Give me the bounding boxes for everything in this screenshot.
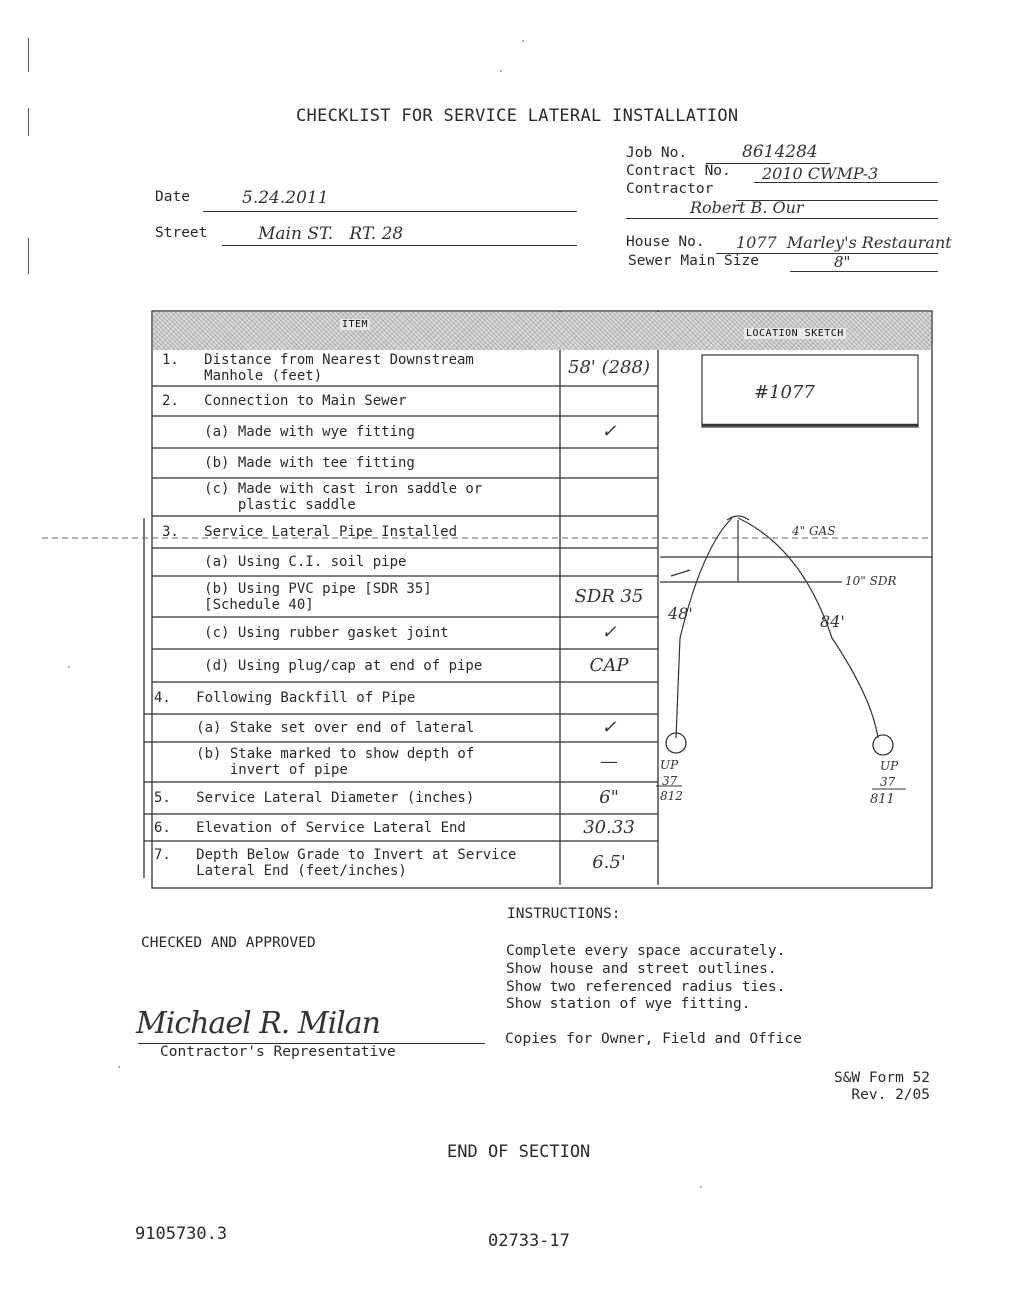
instruction-line: Show station of wye fitting.	[506, 996, 751, 1012]
table-row-value: ✓	[601, 717, 617, 738]
job-no-label: Job No.	[626, 145, 688, 161]
table-row-label: (b) Stake marked to show depth of invert of pipe	[196, 746, 475, 778]
table-row-label: (a) Made with wye fitting	[162, 424, 415, 440]
contractor-value: Robert B. Our	[690, 198, 804, 217]
sewer-main-size-line	[790, 271, 938, 272]
date-value: 5.24.2011	[242, 188, 329, 208]
sketch-sdr-label: 10" SDR	[845, 574, 897, 588]
margin-mark	[28, 108, 29, 136]
scan-speck	[500, 70, 502, 72]
street-line	[222, 245, 577, 246]
table-row-label: (b) Using PVC pipe [SDR 35] [Schedule 40]	[204, 580, 432, 613]
contractor-line-2	[626, 218, 938, 219]
form-rev: Rev. 2/05	[851, 1087, 930, 1103]
date-line	[203, 211, 577, 212]
margin-mark	[28, 238, 29, 274]
right-pole-line1: UP	[880, 759, 899, 773]
scan-speck	[68, 666, 70, 668]
doc-id: 9105730.3	[135, 1224, 228, 1244]
right-pole-circle	[873, 735, 893, 755]
sketch-house-label: #1077	[754, 382, 815, 403]
sewer-main-size-value: 8"	[834, 253, 851, 271]
instructions-heading: INSTRUCTIONS:	[507, 906, 621, 922]
table-row-label: 1. Distance from Nearest Downstream Manhole (feet)	[162, 352, 474, 384]
page-number: 02733-17	[488, 1231, 570, 1251]
end-of-section: END OF SECTION	[447, 1142, 591, 1162]
right-pole-line3: 811	[870, 792, 895, 807]
contractor-label: Contractor	[626, 181, 714, 197]
table-row-label: 6. Elevation of Service Lateral End	[154, 819, 466, 836]
left-tie-line	[676, 518, 732, 738]
sketch-right-tie: 84'	[820, 612, 845, 631]
right-pole-line2: 37	[880, 775, 896, 789]
item-header: ITEM	[342, 319, 369, 330]
table-row-value: SDR 35	[574, 585, 644, 607]
table-row-label: (a) Using C.I. soil pipe	[162, 554, 407, 570]
date-label: Date	[155, 189, 190, 205]
table-row-label: 7. Depth Below Grade to Invert at Service Lateral End (feet/inches)	[154, 847, 517, 879]
contractor-rep-label: Contractor's Representative	[160, 1044, 396, 1060]
table-row-value: —	[600, 751, 618, 772]
table-row-value: CAP	[589, 654, 629, 676]
table-row-label: (a) Stake set over end of lateral	[154, 720, 475, 736]
contract-no-value: 2010 CWMP-3	[762, 164, 879, 183]
sketch-gas-label: 4" GAS	[792, 524, 836, 538]
sewer-arrow	[671, 570, 690, 576]
street-value: Main ST. RT. 28	[258, 224, 404, 244]
job-no-value: 8614284	[742, 142, 818, 162]
table-row-value: 58' (288)	[568, 357, 650, 378]
table-row-label: 5. Service Lateral Diameter (inches)	[154, 790, 475, 806]
table-row-label: 2. Connection to Main Sewer	[162, 393, 407, 409]
table-row-label: (d) Using plug/cap at end of pipe	[162, 657, 483, 674]
instruction-line: Show two referenced radius ties.	[506, 979, 786, 995]
table-row-label: (c) Made with cast iron saddle or plastic saddle	[204, 481, 483, 513]
signature: Michael R. Milan	[136, 1006, 380, 1041]
form-number: S&W Form 52	[833, 1070, 930, 1086]
scan-speck	[118, 1066, 120, 1068]
instructions-copies: Copies for Owner, Field and Office	[505, 1031, 802, 1047]
checked-approved-label: CHECKED AND APPROVED	[141, 935, 316, 951]
left-pole-line3: 812	[660, 789, 683, 803]
right-tie-line	[738, 518, 878, 738]
table-row-value: ✓	[601, 421, 617, 442]
sketch-header: LOCATION SKETCH	[746, 328, 844, 339]
left-pole-line1: UP	[660, 758, 679, 772]
form-title: CHECKLIST FOR SERVICE LATERAL INSTALLATION	[296, 106, 739, 126]
table-row-label: (c) Using rubber gasket joint	[162, 625, 449, 641]
scan-speck	[522, 40, 524, 42]
checklist-table	[142, 308, 933, 888]
table-row-value: ✓	[601, 622, 617, 643]
contract-no-label: Contract No.	[626, 163, 731, 179]
left-pole-line2: 37	[662, 774, 678, 788]
sewer-main-size-label: Sewer Main Size	[628, 253, 759, 269]
instruction-line: Complete every space accurately.	[506, 943, 786, 959]
house-no-value: 1077 Marley's Restaurant	[736, 233, 952, 252]
instruction-line: Show house and street outlines.	[506, 961, 777, 977]
table-row-value: 6.5'	[592, 852, 626, 873]
table-row-label: 3. Service Lateral Pipe Installed	[162, 524, 458, 540]
table-row-label: (b) Made with tee fitting	[162, 455, 415, 471]
scan-speck	[700, 1186, 702, 1188]
table-row-label: 4. Following Backfill of Pipe	[154, 690, 416, 706]
house-no-label: House No.	[626, 234, 705, 250]
sketch-left-tie: 48'	[668, 604, 693, 623]
location-sketch	[656, 355, 932, 789]
table-row-value: 30.33	[583, 816, 635, 838]
street-label: Street	[155, 225, 208, 241]
table-row-value: 6"	[599, 787, 619, 808]
margin-mark	[28, 38, 29, 72]
